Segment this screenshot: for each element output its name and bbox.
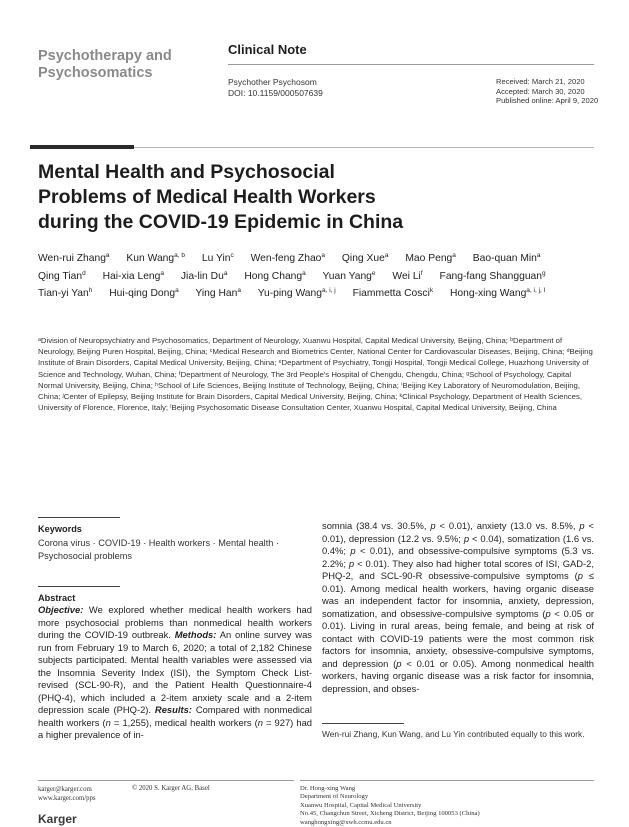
author-name [440,271,546,282]
correspondence-department: Department of Neurology [300,793,369,801]
author-name-text: Fang-fang Shangguan [439,270,543,282]
author-name [195,288,241,299]
author-name [405,253,456,264]
correspondence-email[interactable]: wanghongxing@xwh.ccmu.edu.cn [300,818,392,826]
author-name-text: Hui-qing Dong [109,288,176,300]
title-line1: Mental Health and Psychosocial [38,161,335,183]
author-name-text: Qing Xue [341,253,385,264]
n-variable: n [105,716,111,728]
p-variable: p [579,520,585,531]
author-name-text: Lu Yin [201,253,231,264]
results-text: < 0.01), anxiety (13.0 vs. 8.5%, [435,520,580,531]
results-text-b: = 1,255), medical health workers ( [110,716,258,728]
author-name [392,271,422,282]
author-affiliation-marker: h [88,287,93,295]
author-name [244,271,305,282]
abstract-left-column [38,604,312,742]
citation-doi[interactable]: DOI: 10.1159/000507639 [228,88,323,98]
results-text: ≤ 0.01). Among medical health workers, having organic disease was an independent factor for insomnia, anxiety, depression, somatization, and obsessive-compulsive symptoms ( [322,570,595,619]
objective-text: We explored whether medical health workers had more psychosocial problems than nonmedical health workers during the COVID-19 outbreak. [38,604,312,640]
accepted-date: Accepted: March 30, 2020 [496,86,585,96]
author-name [126,253,185,264]
author-affiliation-marker: a [105,252,110,259]
author-name-text: Bao-quan Min [472,253,537,264]
author-name-text: Kun Wang [126,253,175,264]
author-affiliation-marker: a [384,252,389,259]
author-name-text: Wen-rui Zhang [38,253,106,264]
author-name [109,288,178,299]
author-name [202,253,234,264]
objective-label: Objective: [38,604,84,615]
author-name [450,288,545,299]
p-variable: p [430,520,436,531]
abstract-heading: Abstract [38,593,76,603]
correspondence-address: No.45, Changchun Street, Xicheng District, Beijing 100053 (China) [300,810,480,818]
results-text: < 0.04), somatization (1.6 vs. 0.4%; [322,532,594,556]
author-affiliation-marker: a [321,252,326,259]
title-line3: during the COVID-19 Epidemic in China [38,211,404,233]
results-text: < 0.01), and obsessive-compulsive symptoms (5.3 vs. 2.2%; [322,545,595,569]
results-text: < 0.01), depression (12.2 vs. 9.5%; [322,520,594,544]
publisher-email[interactable]: karger@karger.com [38,786,92,793]
author-name-text: Yu-ping Wang [257,288,322,300]
author-affiliation-marker: a [175,287,179,295]
author-name-text: Hong Chang [244,270,303,282]
publisher-contacts [38,785,96,803]
karger-logo: Karger [38,812,77,826]
published-date: Published online: April 9, 2020 [496,96,599,106]
results-text: < 0.01 or 0.05). Among nonmedical health workers, having organic disease was a risk factor for insomnia, depression, and obses- [322,657,594,694]
author-name-text: Hai-xia Leng [102,270,161,282]
keywords-heading: Keywords [38,524,82,534]
author-name-text: Jia-lin Du [180,270,224,282]
author-name [251,253,325,264]
author-name-text: Mao Peng [405,253,453,264]
journal-name [38,48,198,82]
author-list [38,250,598,303]
results-text-a: Compared with nonmedical health workers ( [38,704,312,728]
results-label: Results: [154,704,192,715]
author-affiliation-marker: e [371,269,376,277]
abstract-divider [38,586,120,587]
n-variable: n [257,716,263,728]
contribution-divider [322,723,404,724]
author-affiliation-marker: f [420,269,423,277]
p-variable: p [396,657,402,669]
results-text: < 0.05 or 0.01). Living in rural areas, being female, and being at risk of contact with COVID-19 patients were the most common risk factors for insomnia, anxiety, obsessive-compulsive symptoms, and depression ( [322,607,594,669]
title-accent-bar [30,145,134,149]
author-name [353,288,434,299]
author-name [38,253,110,264]
header-divider [228,64,594,65]
p-variable: p [348,557,355,569]
citation [228,77,323,99]
journal-name-line1: Psychotherapy and [38,48,172,64]
author-name-text: Ying Han [195,288,238,300]
author-name-text: Hong-xing Wang [449,288,527,300]
author-name [38,271,86,282]
author-affiliation-marker: g [542,269,546,277]
author-name [342,253,389,264]
author-affiliation-marker: a, i, j [322,287,336,295]
results-text: somnia (38.4 vs. 30.5%, [322,520,431,531]
received-date: Received: March 21, 2020 [496,77,585,86]
results-text-c: = 927) had a higher prevalence of in- [38,716,313,740]
p-variable: p [463,532,470,544]
author-name-text: Qing Tian [38,270,83,282]
author-affiliation-marker: a [452,252,456,259]
affiliations: ᵃDivision of Neuropsychiatry and Psychosomatics, Department of Neurology, Xuanwu Hospital, Capital Medical University, Beijing, China; ᵇDepartment of Neurology, Beijing Puren Hospital, Beijing, China; ᶜMedical Research and Biometrics Center, National Center for Cardiovascular Diseases, Beijing, China; ᵈBeijing Institute of Brain Disorders, Capital Medical University, Beijing, China; ᵉDepartment of Psychiatry, Tongji Hospital, Tongji Medical College, Huazhong University of Science and Technology, Wuhan, China; ᶠDepartment of Neurology, The 3rd People's Hospital of Chengdu, Chengdu, China; ᵍSchool of Psychology, Capital Normal University, Beijing, China; ʰSchool of Life Sciences, Beijing Institute of Technology, Beijing, China; ⁱBeijing Key Laboratory of Neuromodulation, Beijing, China; ʲCenter of Epilepsy, Beijing Institute for Brain Disorders, Capital Medical University, Beijing, China; ᵏClinical Psychology, Department of Health Sciences, University of Florence, Florence, Italy; ˡBeijing Psychosomatic Disease Consultation Center, Xuanwu Hospital, Capital Medical University, Beijing, China [38,336,593,413]
section-label: Clinical Note [228,42,307,57]
results-text: < 0.01). They also had higher total scores of ISI, GAD-2, PHQ-2, and SCL-90-R obsessive-compulsive symptoms ( [322,557,594,581]
author-name-text: Wen-feng Zhao [250,253,322,264]
author-affiliation-marker: a [536,252,541,259]
contribution-note: Wen-rui Zhang, Kun Wang, and Lu Yin contributed equally to this work. [322,729,585,739]
author-name [322,271,375,282]
author-affiliation-marker: d [82,269,86,277]
methods-label: Methods: [174,629,217,640]
journal-name-line2: Psychosomatics [38,65,153,81]
methods-text: An online survey was run from February 19 to March 6, 2020; a total of 2,182 Chinese subjects participated. Mental health variables were assessed via the Insomnia Severity Index (ISI), the Symptom Check List-revised (SCL-90-R), and the Patient Health Questionnaire-4 (PHQ-4), which included a 2-item anxiety scale and a 2-item depression scale (PHQ-2). [38,629,312,715]
footer-divider-right [300,780,594,781]
author-affiliation-marker: a [160,269,165,277]
author-name [38,288,92,299]
author-name [258,288,336,299]
author-affiliation-marker: a [302,269,306,277]
p-variable: p [577,570,583,581]
author-name [181,271,228,282]
author-name-text: Wei Li [392,270,421,282]
title-line2: Problems of Medical Health Workers [38,186,376,208]
p-variable: p [545,607,551,619]
author-name-text: Tian-yi Yan [38,288,89,300]
title-divider [134,147,594,148]
abstract-right-column [322,520,594,695]
author-name-text: Fiammetta Cosci [352,288,430,300]
article-title [38,160,598,235]
footer-divider-left [38,780,294,781]
publisher-website[interactable]: www.karger.com/pps [38,795,96,803]
author-name [473,253,541,264]
correspondence-hospital: Xuanwu Hospital, Capital Medical University [300,801,422,809]
author-affiliation-marker: a, b [174,252,185,259]
publication-dates [496,77,598,106]
author-affiliation-marker: c [230,252,234,259]
author-name-text: Yuan Yang [322,270,372,282]
author-name [103,271,164,282]
correspondence [300,785,480,827]
author-affiliation-marker: a [223,269,228,277]
citation-journal: Psychother Psychosom [228,77,317,87]
copyright: © 2020 S. Karger AG, Basel [132,785,210,792]
author-affiliation-marker: k [429,287,434,295]
keywords-text: Corona virus · COVID-19 · Health workers · Mental health · Psychosocial problems [38,538,279,561]
p-variable: p [350,545,356,556]
author-affiliation-marker: a [237,287,241,295]
correspondence-name: Dr. Hong-xing Wang [300,785,356,792]
author-affiliation-marker: a, i, j, l [526,287,546,295]
keywords-divider [38,517,120,518]
